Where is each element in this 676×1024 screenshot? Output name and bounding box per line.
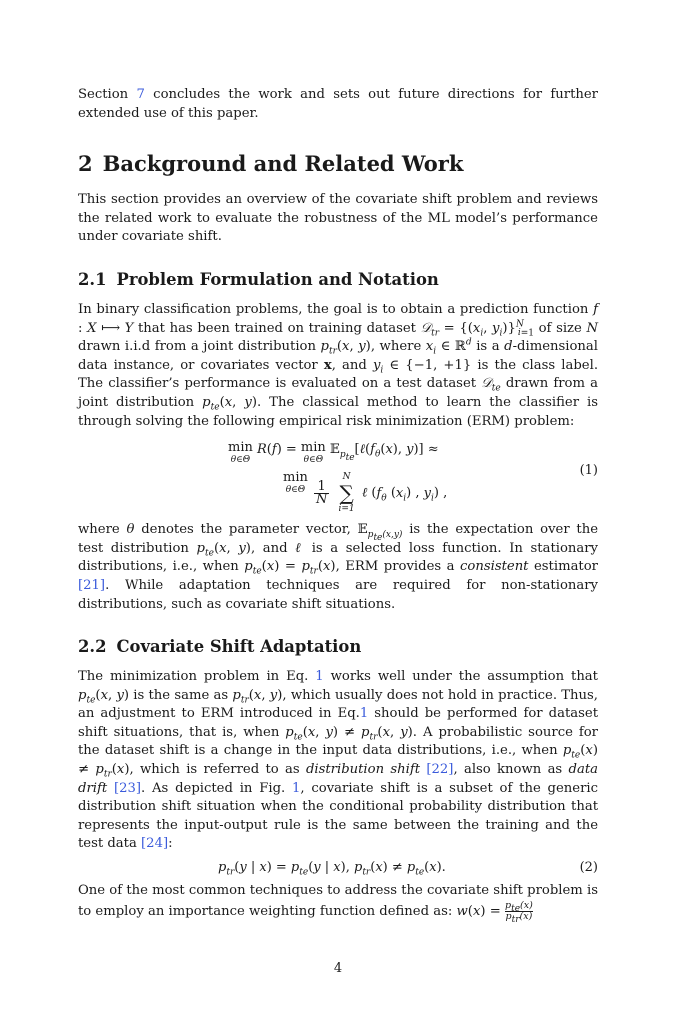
importance-weighting-paragraph: One of the most common techniques to address the covariate shift problem is to employ an importance weighting function defined as: w(x) = $\frac{p_{te}(x)}{p_{tr}(x)}$	[78, 883, 598, 925]
paper-page	[78, 86, 599, 925]
section-2-intro: This section provides an overview of the covariate shift problem and reviews the related work to evaluate the robustness of the ML model’s performance under covariate shift.	[78, 192, 598, 245]
equation-2-number: (2)	[579, 860, 598, 876]
section-2-2-heading: 2.2 Covariate Shift Adaptation	[78, 637, 362, 657]
citation-22-link[interactable]: [22]	[426, 762, 454, 778]
equation-ref-link[interactable]: 1	[315, 669, 324, 685]
section-2-heading: 2 Background and Related Work	[78, 151, 464, 177]
equation-ref-link[interactable]: 1	[359, 706, 369, 722]
equation-2: $p_{tr}(y$ | $x) = p_{te}(y$ | x), $p_{tr}(x) \ne p_{te}(x)$. (2)	[218, 860, 598, 878]
citation-24-link[interactable]: [24]	[141, 836, 169, 852]
intro-paragraph: Section 7 concludes the work and sets out future directions for further extended use of this paper.	[78, 87, 598, 121]
problem-formulation-paragraph: In binary classification problems, the goal is to obtain a prediction function f : X ⟼ Y that has been trained on training dataset 𝒟$_{tr}$ = {($x_i$, $y_i)\}^N_{i=1}$ of size N drawn i.i.d from a joint distribution $p_{tr}(x$, y), where $x_i$ ∈ ℝ$^d$ is a d-dimensional data instance, or covariates vector x, and $y_i$ ∈ {−1, +1} is the class label. The classifier’s performance is evaluated on a test dataset 𝒟$_{te}$ drawn from a joint distribution $p_{te}(x$, y). The classical method to learn the classifier is through solving the following empirical risk minimization (ERM) problem:	[78, 301, 599, 429]
equation-1: min θ∈Θ R(f) = min θ∈Θ $𝔼_{p_{te}}[\ell(f_\theta(x)$, y)] ≈ min θ∈Θ $\frac{1}{N}$ N ∑ i=1 ℓ ($f_\theta$ $(x_i)$ , $y_i$) , (1)	[228, 440, 598, 515]
section-ref-link[interactable]: 7	[136, 87, 145, 102]
page-number: 4	[333, 961, 343, 976]
erm-explanation-paragraph: where θ denotes the parameter vector, 𝔼$_{p_{te}(x,y)}$ is the expectation over the test distribution $p_{te}(x$, y), and ℓ is a selected loss function. In stationary distributions, i.e., when $p_{te}(x) = p_{tr}(x)$, ERM provides a consistent estimator [21]. While adaptation techniques are required for non-stationary distributions, such as covariate shift situations.	[78, 522, 599, 612]
covariate-shift-paragraph: The minimization problem in Eq. 1 works well under the assumption that $p_{te}(x$, y) is the same as $p_{tr}(x$, y), which usually does not hold in practice. Thus, an adjustment to ERM introduced in Eq.1 should be performed for dataset shift situations, that is, when $p_{te}(x$, $y) \ne p_{tr}(x$, y). A probabilistic source for the dataset shift is a change in the input data distributions, i.e., when $p_{te}(x) \ne p_{tr}(x)$, which is referred to as distribution shift [22], also known as data drift [23]. As depicted in Fig. 1, covariate shift is a subset of the generic distribution shift situation when the conditional probability distribution that represents the input-output rule is the same between the training and the test data [24]:	[78, 669, 598, 852]
citation-21-link[interactable]: [21]	[78, 577, 106, 593]
figure-ref-link[interactable]: 1	[292, 780, 301, 796]
equation-1-number: (1)	[579, 463, 598, 479]
section-2-1-heading: 2.1 Problem Formulation and Notation	[78, 269, 439, 289]
citation-23-link[interactable]: [23]	[113, 780, 142, 796]
